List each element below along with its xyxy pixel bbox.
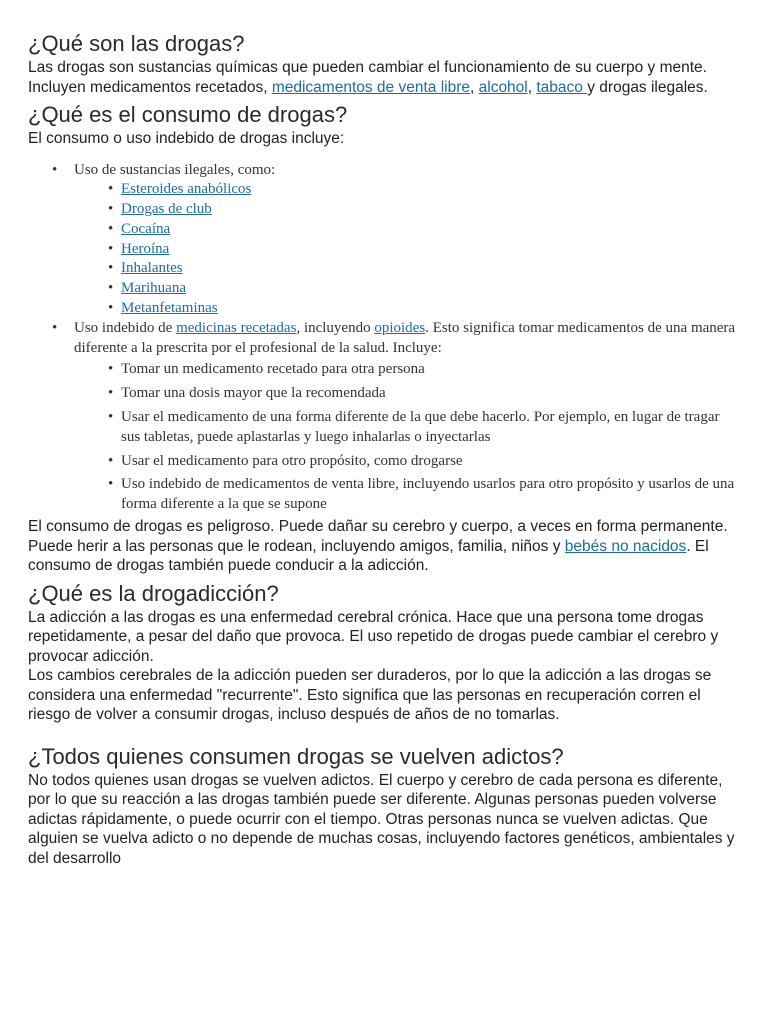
heading-does-everyone-get-addicted: ¿Todos quienes consumen drogas se vuelven adictos?	[28, 743, 564, 769]
link-heroin[interactable]: Heroína	[121, 240, 170, 257]
paragraph-drug-use-danger	[28, 517, 740, 576]
text-segment: y drogas ilegales.	[587, 78, 708, 96]
list-item	[121, 180, 740, 200]
list-item-illegal-substances	[74, 161, 740, 319]
link-club-drugs[interactable]: Drogas de club	[121, 201, 212, 218]
list-drug-use	[28, 161, 740, 516]
paragraph-addiction-risk: No todos quienes usan drogas se vuelven adictos. El cuerpo y cerebro de cada persona es diferente, por lo que su reacción a las drogas también puede ser diferente. Algunas personas pueden volverse adictas rápidamente, o puede ocurrir con el tiempo. Otras personas nunca se vuelven adictas. Que alguien se vuelva adicto o no depende de muchas cosas, incluyendo factores genéticos, ambientales y del desarrollo	[28, 771, 735, 867]
link-otc-medicines[interactable]: medicamentos de venta libre	[271, 78, 470, 96]
link-cocaine[interactable]: Cocaína	[121, 220, 171, 237]
heading-drug-use: ¿Qué es el consumo de drogas?	[28, 102, 348, 127]
list-item-prescription-misuse	[74, 319, 740, 515]
paragraph-addiction-relapse: Los cambios cerebrales de la adicción pueden ser duraderos, por lo que la adicción a las drogas se considera una enfermedad "recurrente". Esto significa que las personas en recuperación corren el riesgo de volver a consumir drogas, incluso después de años de no tomarlas.	[28, 667, 712, 724]
list-item	[121, 259, 740, 279]
link-opioids[interactable]: opioides	[374, 319, 426, 336]
link-tobacco[interactable]: tabaco	[536, 78, 588, 96]
text-segment: Uso indebido de	[74, 319, 177, 336]
list-item: • Tomar una dosis mayor que la recomendada	[121, 384, 740, 404]
list-item: • Usar el medicamento de una forma diferente de la que debe hacerlo. Por ejemplo, en lugar de tragar sus tabletas, puede aplastarlas y luego inhalarlas o inyectarlas	[121, 408, 740, 448]
heading-what-are-drugs: ¿Qué son las drogas?	[28, 31, 245, 56]
link-marijuana[interactable]: Marihuana	[121, 280, 186, 297]
text-segment: . Esto significa tomar medicamentos de una manera diferente a la prescrita por el profesional de la salud. Incluye:	[74, 319, 736, 356]
list-item	[121, 200, 740, 220]
link-prescription-medicines[interactable]: medicinas recetadas	[176, 319, 297, 336]
list-illegal-drugs	[74, 180, 740, 319]
text-segment: . El consumo de drogas también puede conducir a la adicción.	[28, 537, 709, 575]
link-unborn-babies[interactable]: bebés no nacidos	[564, 537, 687, 555]
list-item	[121, 279, 740, 299]
text-segment: Las drogas son sustancias químicas que pueden cambiar el funcionamiento de su cuerpo y mente. Incluyen medicamentos recetados,	[28, 59, 707, 96]
paragraph-addiction-definition: La adicción a las drogas es una enfermedad cerebral crónica. Hace que una persona tome drogas repetidamente, a pesar del daño que provoca. El uso repetido de drogas puede cambiar el cerebro y provocar adicción.	[28, 608, 719, 665]
link-inhalants[interactable]: Inhalantes	[121, 260, 183, 277]
list-item	[121, 240, 740, 260]
paragraph-drug-use-intro: El consumo o uso indebido de drogas incluye:	[28, 130, 345, 147]
text-segment: ,	[470, 78, 479, 96]
text-segment: El consumo de drogas es peligroso. Puede dañar su cerebro y cuerpo, a veces en forma permanente. Puede herir a las personas que le rodean, incluyendo amigos, familia, niños y	[28, 518, 728, 555]
heading-drug-addiction: ¿Qué es la drogadicción?	[28, 580, 279, 606]
list-item	[121, 299, 740, 319]
list-misuse-examples	[74, 360, 740, 515]
paragraph-drugs-definition	[28, 58, 740, 97]
list-item: • Tomar un medicamento recetado para otra persona	[121, 360, 740, 380]
text-segment: ,	[527, 78, 537, 96]
link-methamphetamines[interactable]: Metanfetaminas	[121, 300, 218, 317]
list-item: • Uso indebido de medicamentos de venta libre, incluyendo usarlos para otro propósito y usarlos de una forma diferente a la que se supone	[121, 475, 740, 515]
link-alcohol[interactable]: alcohol	[478, 78, 528, 96]
text-segment: , incluyendo	[296, 319, 375, 336]
list-item: • Usar el medicamento para otro propósito, como drogarse	[121, 452, 740, 472]
list-item	[121, 220, 740, 240]
list-item-label: Uso de sustancias ilegales, como:	[74, 161, 276, 178]
link-anabolic-steroids[interactable]: Esteroides anabólicos	[121, 181, 252, 198]
